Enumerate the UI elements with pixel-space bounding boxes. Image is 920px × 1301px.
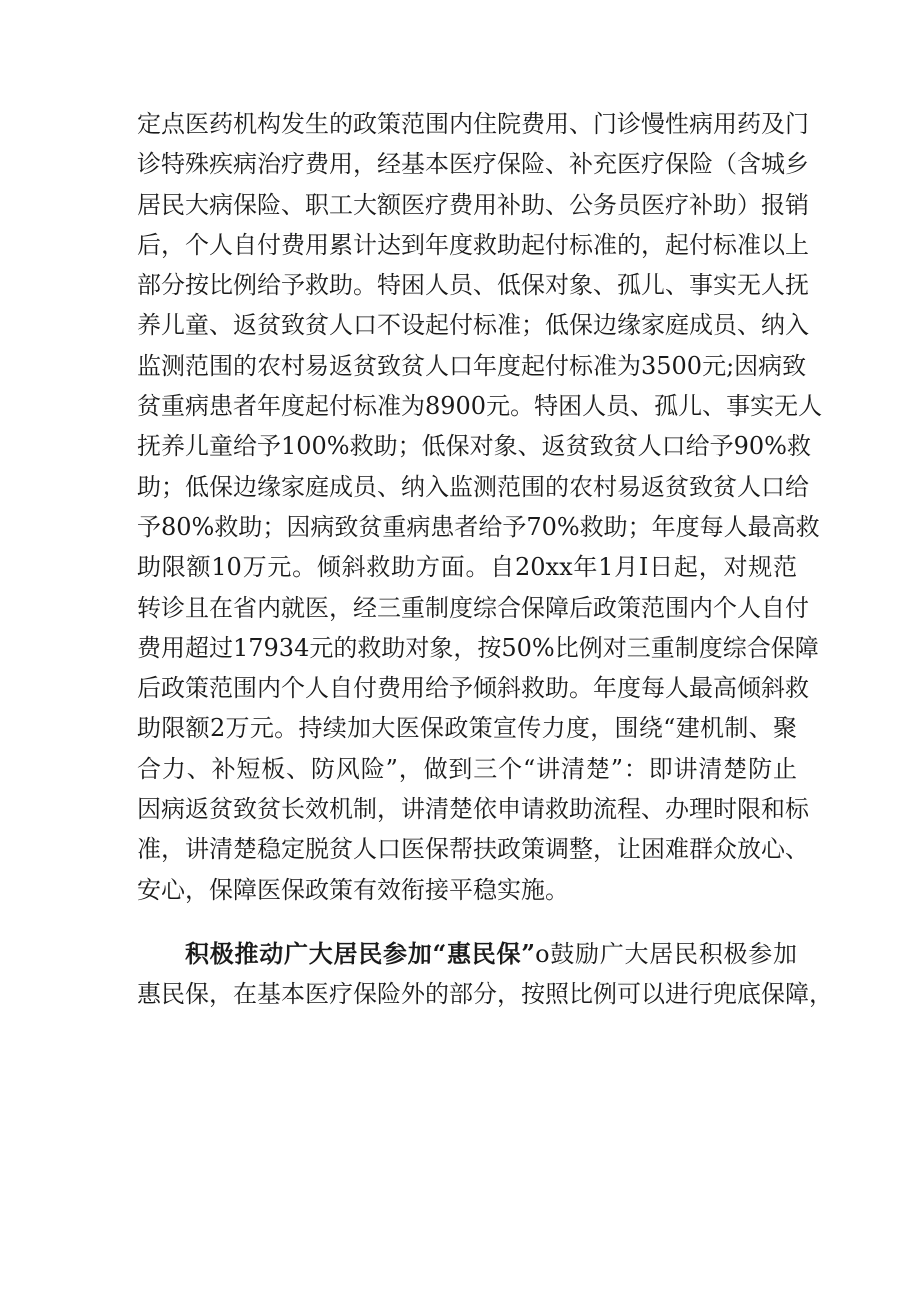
text-line: 费用超过17934元的救助对象，按50%比例对三重制度综合保障 (137, 633, 819, 662)
text-line: 合力、补短板、防风险”，做到三个“讲清楚”：即讲清楚防止 (137, 754, 797, 783)
text-line: 后政策范围内个人自付费用给予倾斜救助。年度每人最高倾斜救 (137, 674, 809, 703)
text-line: 因病返贫致贫长效机制，讲清楚依申请救助流程、办理时限和标 (137, 795, 809, 824)
paragraph-1 (137, 104, 823, 910)
text-line: 予80%救助；因病致贫重病患者给予70%救助；年度每人最高救 (137, 512, 820, 541)
text-line: 定点医药机构发生的政策范围内住院费用、门诊慢性病用药及门 (137, 110, 809, 138)
text-line: 养儿童、返贫致贫人口不设起付标准；低保边缘家庭成员、纳入 (137, 311, 809, 340)
text-line: 贫重病患者年度起付标准为8900元。特困人员、孤儿、事实无人 (137, 392, 823, 421)
text-line: 助限额10万元。倾斜救助方面。自20xx年1月I日起，对规范 (137, 553, 797, 582)
text-line: 部分按比例给予救助。特困人员、低保对象、孤儿、事实无人抚 (137, 271, 809, 300)
paragraph-2-first-line-text: o鼓励广大居民积极参加 (535, 939, 798, 968)
paragraph-2 (137, 934, 833, 1015)
text-line: 惠民保，在基本医疗保险外的部分，按照比例可以进行兜底保障， (137, 980, 833, 1009)
text-line: 诊特殊疾病治疗费用，经基本医疗保险、补充医疗保险（含城乡 (137, 150, 809, 179)
document-body (137, 104, 833, 1015)
text-line: 居民大病保险、职工大额医疗费用补助、公务员医疗补助）报销 (137, 190, 809, 219)
text-line: 准，讲清楚稳定脱贫人口医保帮扶政策调整，让困难群众放心、 (137, 835, 809, 864)
text-line: 助；低保边缘家庭成员、纳入监测范围的农村易返贫致贫人口给 (137, 472, 809, 501)
text-line: 助限额2万元。持续加大医保政策宣传力度，围绕“建机制、聚 (137, 714, 797, 743)
text-line: 后，个人自付费用累计达到年度救助起付标准的，起付标准以上 (137, 230, 809, 259)
text-line: 监测范围的农村易返贫致贫人口年度起付标准为3500元;因病致 (137, 351, 807, 380)
text-line: 转诊且在省内就医，经三重制度综合保障后政策范围内个人自付 (137, 593, 809, 622)
paragraph-heading: 积极推动广大居民参加“惠民保” (185, 938, 536, 968)
paragraph-2-first-line (137, 934, 797, 974)
text-line-last: 安心，保障医保政策有效衔接平稳实施。 (137, 875, 569, 904)
text-line: 抚养儿童给予100%救助；低保对象、返贫致贫人口给予90%救 (137, 432, 811, 461)
